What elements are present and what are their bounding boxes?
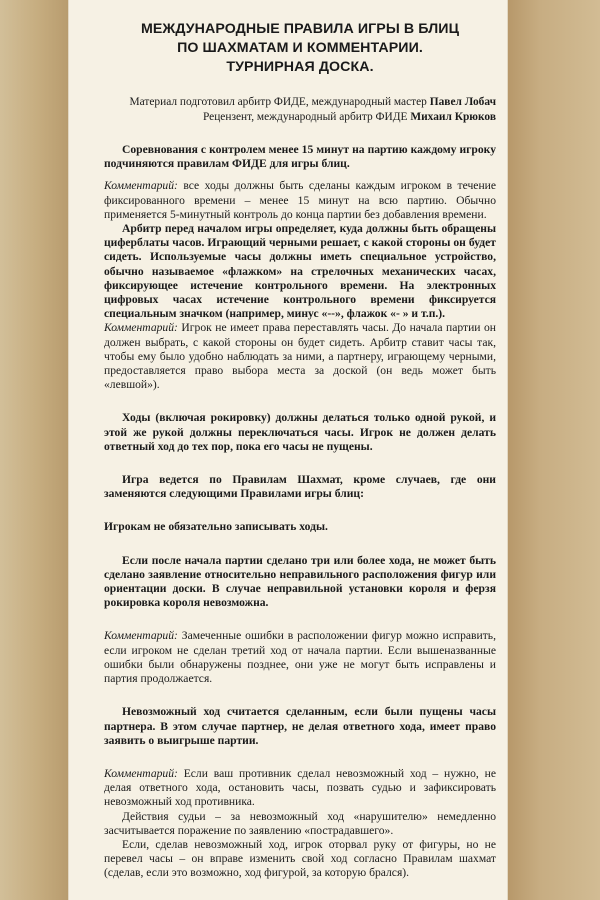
paragraph-hand-off: Если, сделав невозможный ход, игрок оторвал руку от фигуры, но не перевел часы – он вправе изменить свой ход согласно Правилам шахмат (сделав, если это возможно, ход фигурой, за которую брался). — [104, 837, 496, 880]
credits-prepared — [104, 95, 496, 110]
rule-4: Игра ведется по Правилам Шахмат, кроме случаев, где они заменяются следующими Правилами игры блиц: — [104, 473, 496, 501]
rule-7: Невозможный ход считается сделанным, если были пущены часы партнера. В этом случае партнер, не делая ответного хода, имеет право заявить о выигрыше партии. — [104, 705, 496, 747]
comment-2-text: Игрок не имеет права переставлять часы. До начала партии он должен выбрать, с какой стороны он будет сидеть. Арбитр ставит часы так, чтобы ему было удобно наблюдать за ними, а партнеру, играющему черными, предоставляется право выбора места за доской (он ведь может быть «левшой»). — [104, 321, 496, 392]
comment-1 — [104, 179, 496, 222]
title-line-1: МЕЖДУНАРОДНЫЕ ПРАВИЛА ИГРЫ В БЛИЦ — [140, 21, 460, 37]
credits-prepared-prefix: Материал подготовил арбитр ФИДЕ, международный мастер — [129, 96, 427, 108]
credits-prepared-name: Павел Лобач — [429, 96, 496, 108]
title-line-3: ТУРНИРНАЯ ДОСКА. — [226, 59, 374, 75]
comment-4 — [104, 767, 496, 810]
credits-reviewer-name: Михаил Крюков — [410, 111, 496, 123]
rule-1: Соревнования с контролем менее 15 минут на партию каждому игроку подчиняются правилам ФИДЕ для игры блиц. — [104, 143, 496, 171]
document-page — [68, 0, 508, 900]
credits-reviewer — [104, 110, 496, 125]
document-title — [104, 20, 496, 77]
background-left — [0, 0, 68, 900]
rule-5: Игрокам не обязательно записывать ходы. — [104, 520, 328, 534]
comment-label: Комментарий: — [104, 629, 178, 643]
comment-label: Комментарий: — [104, 766, 178, 780]
credits-reviewer-prefix: Рецензент, международный арбитр ФИДЕ — [202, 111, 408, 123]
rule-3: Ходы (включая рокировку) должны делаться только одной рукой, и этой же рукой должны переключаться часы. Игрок не должен делать ответный ход до тех пор, пока его часы не пущены. — [104, 411, 496, 453]
comment-4-text: Если ваш противник сделал невозможный ход – нужно, не делая ответного хода, остановить часы, позвать судью и зафиксировать невозможный ход противника. — [104, 766, 496, 809]
comment-3-text: Замеченные ошибки в расположении фигур можно исправить, если игроком не сделан третий ход от начала партии. Если вышеназванные ошибки были обнаружены позднее, они уже не могут быть исправлены и партия продолжается. — [104, 629, 496, 686]
paragraph-judge-actions: Действия судьи – за невозможный ход «нарушителю» немедленно засчитывается поражение по заявлению «пострадавшего». — [104, 809, 496, 837]
document-content — [104, 20, 496, 881]
credits — [104, 95, 496, 125]
background-right — [508, 0, 600, 900]
rule-6: Если после начала партии сделано три или более хода, не может быть сделано заявление относительно неправильного расположения фигур или ориентации доски. В случае неправильной установки короля и ферзя рокировка короля невозможна. — [104, 553, 496, 610]
comment-2 — [104, 321, 496, 392]
title-line-2: ПО ШАХМАТАМ И КОММЕНТАРИИ. — [177, 40, 423, 56]
comment-label: Комментарий: — [104, 321, 178, 335]
comment-label: Комментарий: — [104, 179, 178, 193]
comment-1-text: все ходы должны быть сделаны каждым игроком в течение фиксированного времени – менее 15 минут на всю партию. Обычно применяется 5-минутный контроль до конца партии без добавления времени. — [104, 179, 496, 221]
comment-3 — [104, 629, 496, 686]
rule-2: Арбитр перед началом игры определяет, куда должны быть обращены циферблаты часов. Играющий черными решает, с какой стороны он будет сидеть. Используемые часы должны иметь специальное устройство, обычно называемое «флажком» на стрелочных механических часах, фиксирующее истечение контрольного времени. На электронных цифровых часах истечение контрольного времени фиксируется специальным значком (например, минус «--», флажок «- » и т.п.). — [104, 222, 496, 321]
